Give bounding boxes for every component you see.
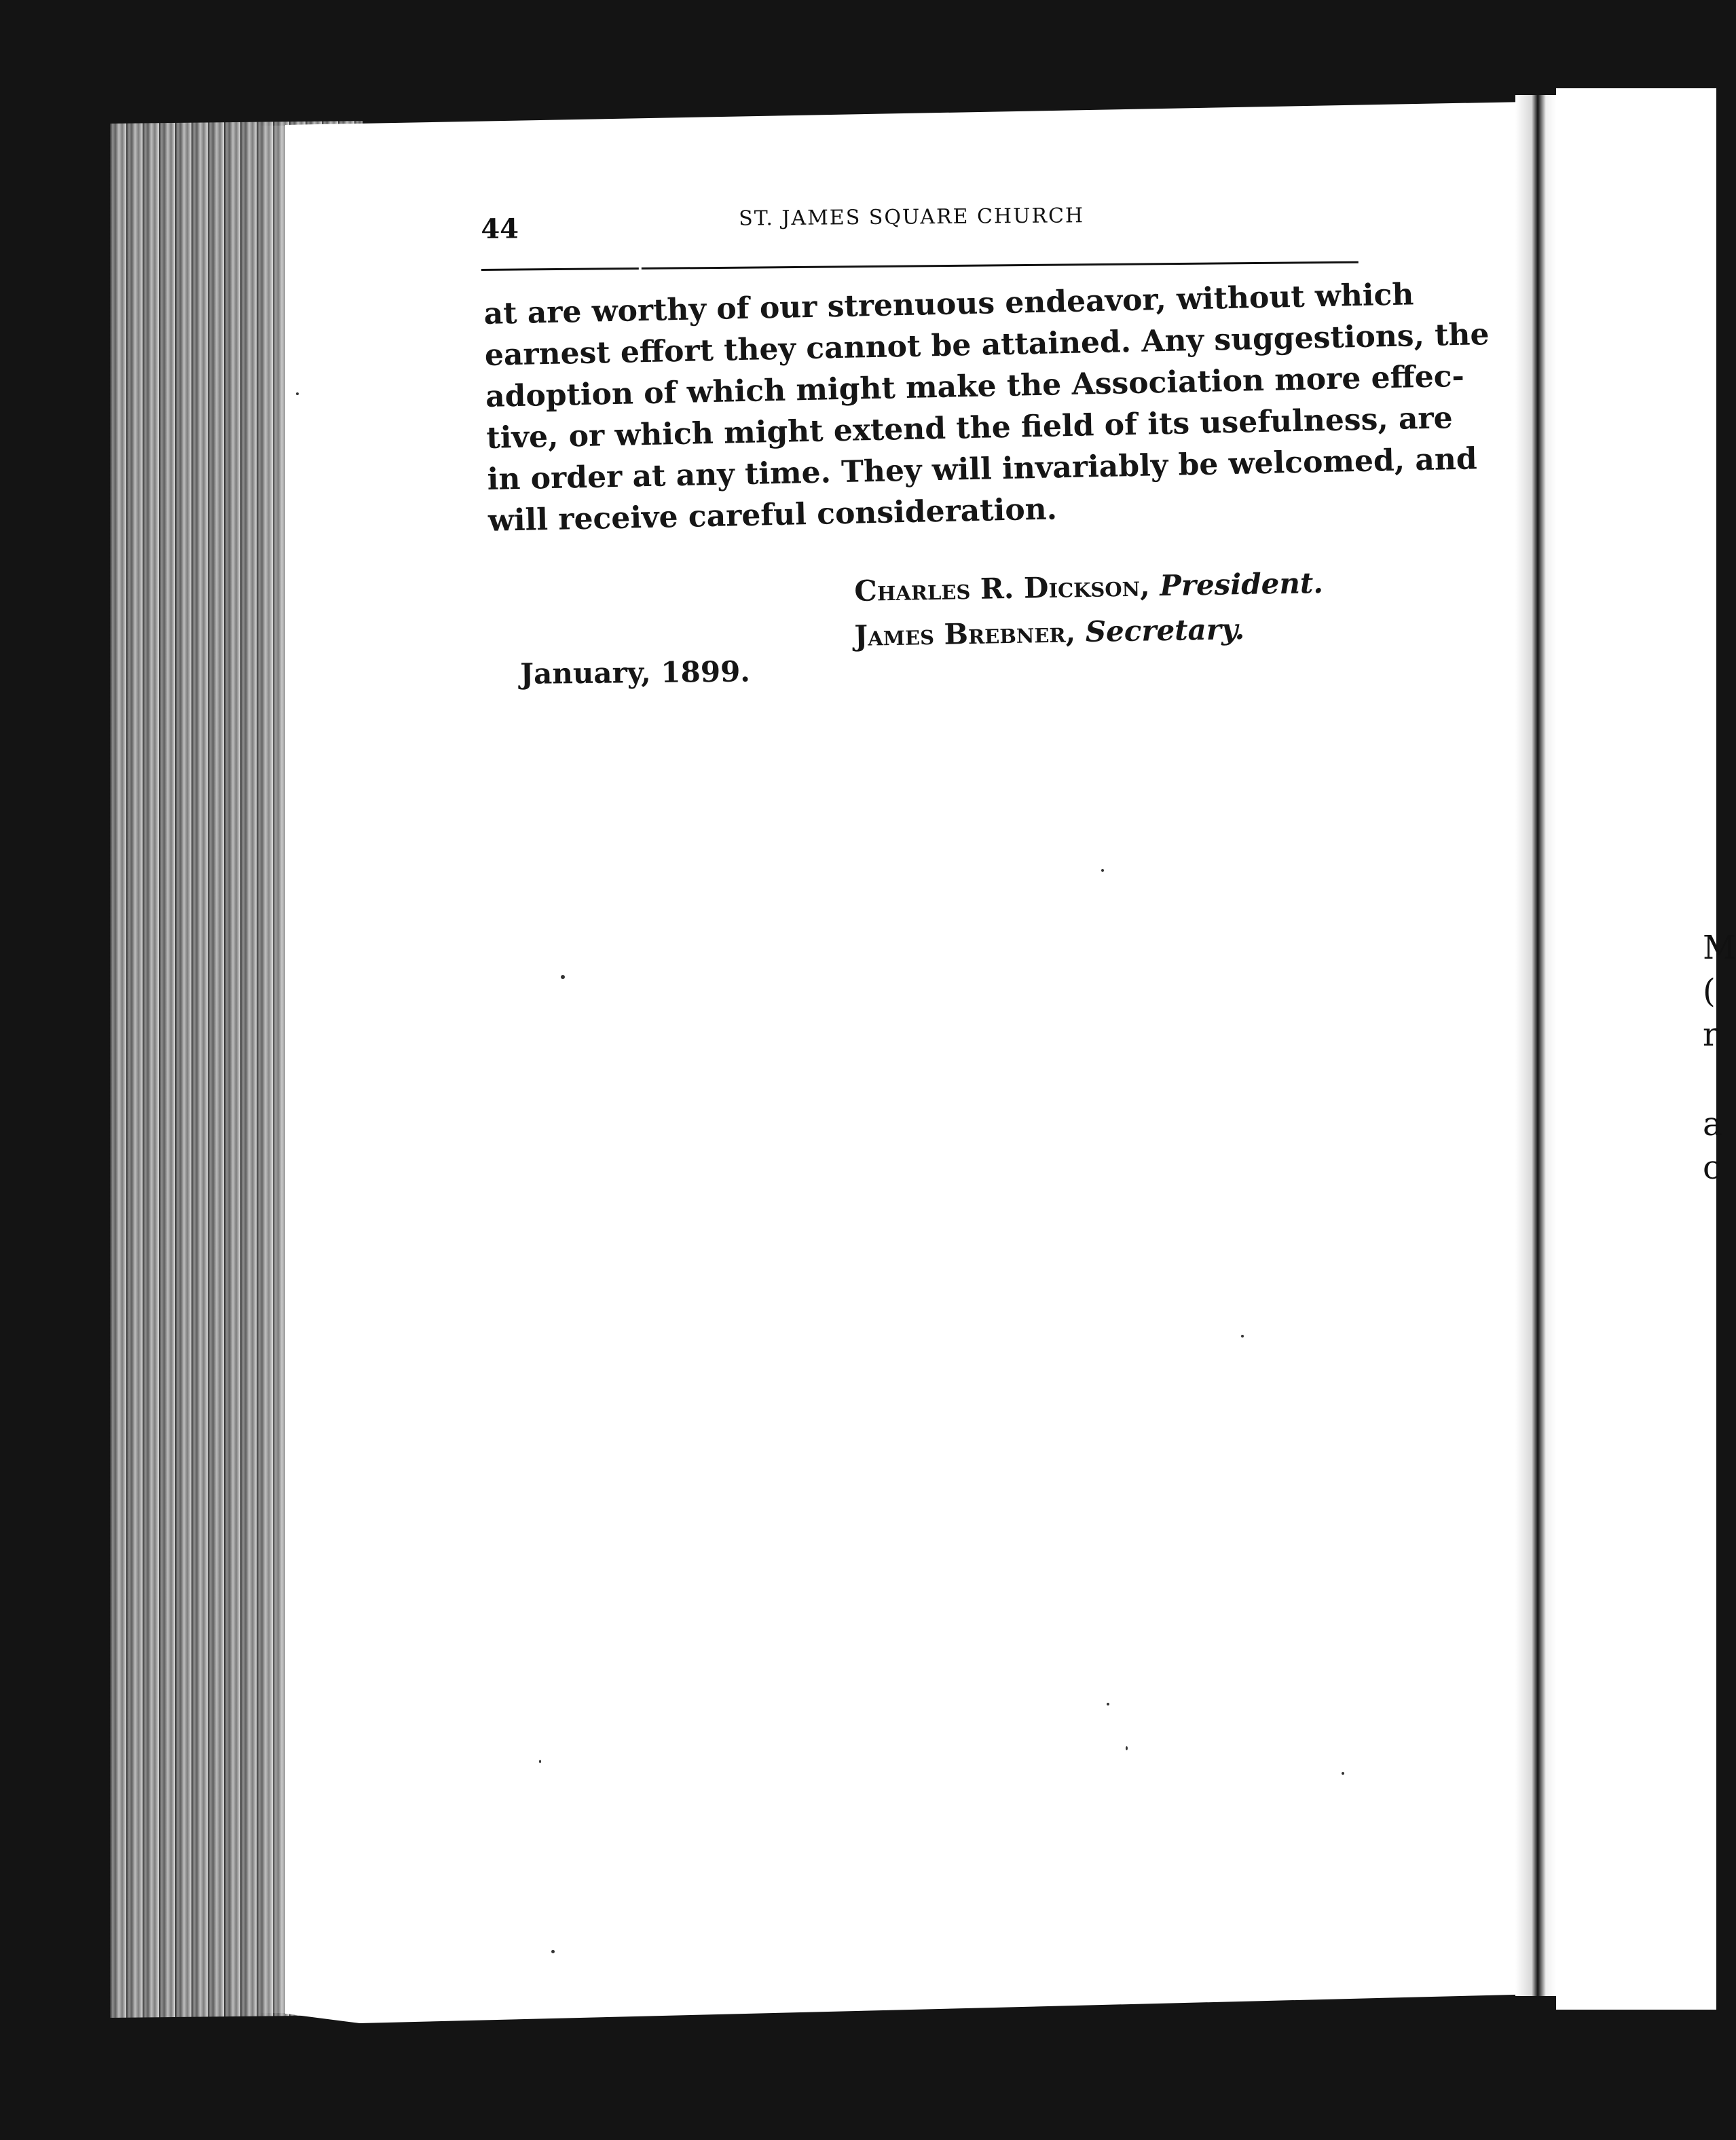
dust-speck [1126, 1746, 1128, 1750]
dust-speck [1241, 1335, 1244, 1338]
facing-page [1556, 88, 1716, 2010]
dust-speck [551, 1950, 555, 1953]
dust-speck [539, 1760, 541, 1763]
dust-speck [1107, 1703, 1109, 1705]
signatory-role: Secretary. [1085, 612, 1245, 649]
text-line: earnest effort they cannot be attained. Any suggestions, the [484, 316, 1490, 373]
body-paragraph [483, 275, 1490, 542]
dust-speck [1101, 869, 1104, 872]
letter-date: January, 1899. [520, 654, 751, 690]
book-gutter [1515, 95, 1556, 1996]
facing-page-fragment: M [1703, 929, 1736, 967]
signatory-name: Charles R. Dickson, [854, 569, 1151, 608]
facing-page-fragment: c [1703, 1149, 1721, 1187]
signature-secretary [854, 612, 1245, 652]
signatory-role: President. [1159, 566, 1324, 603]
facing-page-fragment: ( [1703, 972, 1716, 1010]
dust-speck [561, 975, 565, 979]
text-line: adoption of which might make the Association more effec- [485, 358, 1465, 414]
dust-speck [296, 392, 299, 395]
text-line: at are worthy of our strenuous endeavor, without which [483, 277, 1414, 331]
facing-page-fragment: r [1703, 1016, 1718, 1054]
text-line: will receive careful consideration. [487, 492, 1058, 538]
page-number: 44 [481, 213, 519, 245]
text-line: in order at any time. They will invariably be welcomed, and [487, 441, 1478, 497]
text-line: tive, or which might extend the field of its usefulness, are [485, 401, 1454, 456]
dust-speck [1342, 1772, 1344, 1775]
page-header [481, 196, 1359, 258]
running-head: ST. JAMES SQUARE CHURCH [739, 204, 1085, 231]
facing-page-fragment: a [1703, 1105, 1722, 1143]
signatory-name: James Brebner, [854, 615, 1076, 652]
